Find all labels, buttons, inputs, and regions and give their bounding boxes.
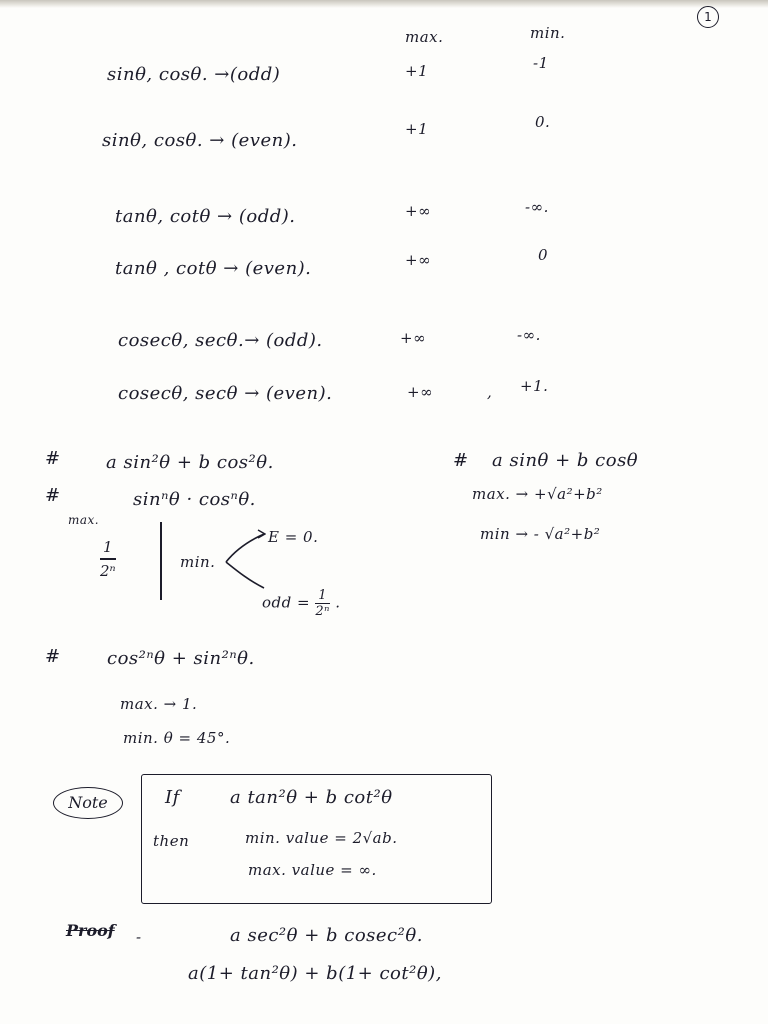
note-if: If bbox=[165, 787, 180, 808]
torn-top-edge bbox=[0, 0, 768, 8]
proof-dash: - bbox=[136, 928, 142, 946]
header-min: min. bbox=[530, 24, 566, 42]
formula-b-max-fraction bbox=[100, 538, 116, 580]
formula-b-even: E = 0. bbox=[268, 528, 319, 546]
row-separator: , bbox=[487, 383, 493, 401]
row-min: -∞. bbox=[517, 326, 541, 344]
period-mark: . bbox=[335, 593, 341, 612]
fraction-denominator: 2ⁿ bbox=[315, 604, 330, 620]
row-expr: sinθ, cosθ. → (even). bbox=[102, 130, 298, 151]
formula-b: sinⁿθ · cosⁿθ. bbox=[133, 489, 256, 510]
proof-line-2: a(1+ tan²θ) + b(1+ cot²θ), bbox=[188, 963, 442, 984]
formula-b-odd bbox=[262, 588, 340, 619]
hash-mark: # bbox=[45, 448, 61, 469]
row-max: +∞ bbox=[405, 202, 432, 220]
formula-d: cos²ⁿθ + sin²ⁿθ. bbox=[107, 648, 255, 669]
note-badge: Note bbox=[53, 787, 123, 819]
row-min: +1. bbox=[520, 377, 549, 395]
formula-b-max-label: max. bbox=[68, 513, 100, 527]
formula-a: a sin²θ + b cos²θ. bbox=[106, 452, 274, 473]
note-max-value: max. value = ∞. bbox=[248, 861, 377, 879]
proof-line-1: a sec²θ + b cosec²θ. bbox=[230, 925, 423, 946]
row-expr: tanθ , cotθ → (even). bbox=[115, 258, 312, 279]
row-min: 0. bbox=[535, 113, 551, 131]
fraction-numerator: 1 bbox=[103, 538, 113, 556]
row-max: +∞ bbox=[407, 383, 434, 401]
formula-b-min-label: min. bbox=[180, 553, 216, 571]
proof-label: Proof bbox=[66, 921, 115, 940]
row-max: +1 bbox=[405, 120, 429, 138]
note-then: then bbox=[153, 832, 190, 850]
row-min: 0 bbox=[538, 246, 549, 264]
row-expr: tanθ, cotθ → (odd). bbox=[115, 206, 296, 227]
formula-c-max: max. → +√a²+b² bbox=[472, 485, 603, 503]
hash-mark: # bbox=[45, 485, 61, 506]
row-max: +∞ bbox=[405, 251, 432, 269]
note-expression: a tan²θ + b cot²θ bbox=[230, 787, 393, 808]
row-min: -1 bbox=[533, 54, 549, 72]
hash-mark: # bbox=[453, 450, 469, 471]
formula-d-min: min. θ = 45°. bbox=[123, 729, 231, 747]
row-min: -∞. bbox=[525, 198, 549, 216]
fraction-bar bbox=[100, 558, 116, 560]
formula-d-max: max. → 1. bbox=[120, 695, 198, 713]
row-max: +1 bbox=[405, 62, 429, 80]
hash-mark: # bbox=[45, 646, 61, 667]
odd-label: odd = bbox=[262, 593, 311, 612]
fraction-numerator: 1 bbox=[318, 588, 328, 603]
formula-b-odd-fraction bbox=[315, 588, 330, 619]
formula-c: a sinθ + b cosθ bbox=[492, 450, 639, 471]
note-min-value: min. value = 2√ab. bbox=[245, 829, 398, 847]
fraction-denominator: 2ⁿ bbox=[100, 561, 116, 580]
row-expr: cosecθ, secθ.→ (odd). bbox=[118, 330, 323, 351]
row-max: +∞ bbox=[400, 329, 427, 347]
row-expr: sinθ, cosθ. →(odd) bbox=[107, 64, 281, 85]
header-max: max. bbox=[405, 28, 444, 46]
page-number: 1 bbox=[697, 6, 719, 28]
fork-arrow-icon bbox=[224, 528, 266, 590]
row-expr: cosecθ, secθ → (even). bbox=[118, 383, 333, 404]
formula-c-min: min → - √a²+b² bbox=[480, 525, 601, 543]
divider-line bbox=[160, 522, 162, 600]
